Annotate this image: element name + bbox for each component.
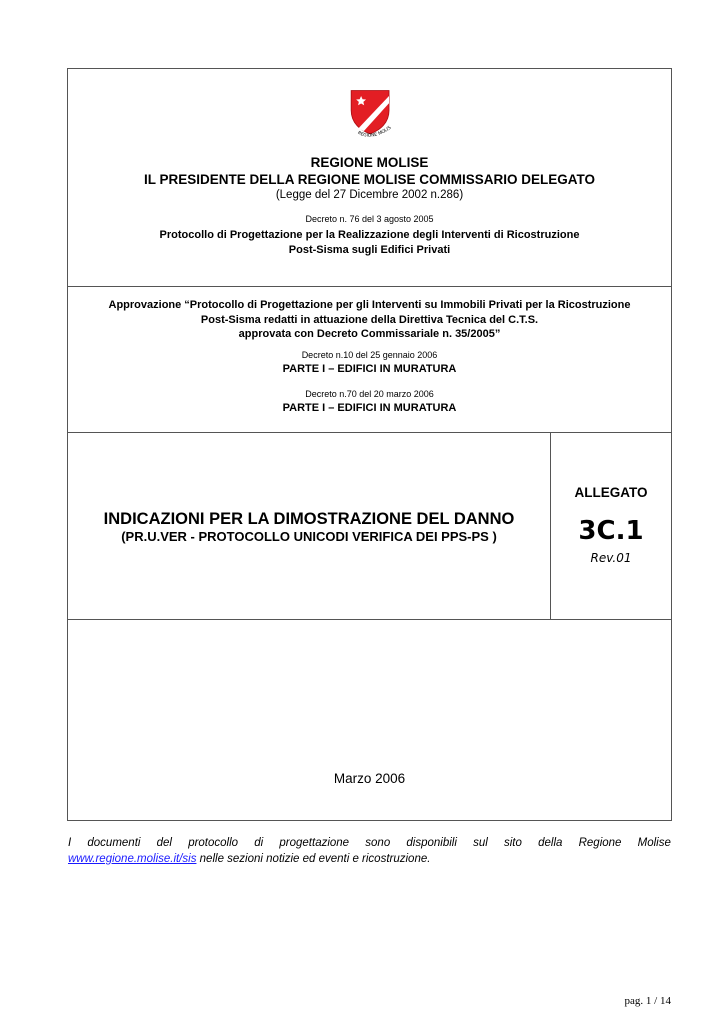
part-a: PARTE I – EDIFICI IN MURATURA: [282, 363, 457, 375]
law-reference: (Legge del 27 Dicembre 2002 n.286): [275, 189, 464, 201]
header-section: [68, 69, 671, 287]
part-b: PARTE I – EDIFICI IN MURATURA: [282, 402, 457, 414]
note-word: documenti: [87, 837, 141, 849]
decree-reference: Decreto n. 76 del 3 agosto 2005: [305, 214, 434, 224]
note-word: di: [254, 837, 264, 849]
protocol-title: [68, 228, 671, 257]
note-word: sul: [473, 837, 488, 849]
protocol-title-line2: Post-Sisma sugli Edifici Privati: [288, 243, 451, 256]
note-word: della: [538, 837, 563, 849]
note-word: I: [68, 837, 72, 849]
approval-line2: Post-Sisma redatti in attuazione della Direttiva Tecnica del C.T.S.: [200, 313, 539, 326]
allegato-label: ALLEGATO: [574, 485, 648, 500]
regione-molise-logo: [344, 87, 398, 141]
approval-line1: Approvazione “Protocollo di Progettazione per gli Interventi su Immobili Privati per la Ricostruzione: [108, 299, 631, 311]
site-link[interactable]: www.regione.molise.it/sis: [68, 853, 197, 865]
decree-b: Decreto n.70 del 20 marzo 2006: [305, 389, 434, 399]
page-number: pag. 1 / 14: [624, 995, 671, 1007]
approval-line3: approvata con Decreto Commissariale n. 35/2005”: [238, 328, 501, 340]
title-section: [68, 433, 671, 620]
note-word: sono: [365, 837, 391, 849]
note-word: Molise: [637, 837, 671, 849]
date-section: [68, 620, 671, 820]
allegato-code: 3C.1: [578, 516, 644, 546]
revision-label: Rev.01: [590, 551, 632, 565]
document-date: Marzo 2006: [333, 771, 406, 786]
cover-frame: [67, 68, 672, 821]
note-word: sito: [504, 837, 522, 849]
president-heading: IL PRESIDENTE DELLA REGIONE MOLISE COMMISSARIO DELEGATO: [143, 172, 596, 187]
document-title: INDICAZIONI PER LA DIMOSTRAZIONE DEL DANNO: [103, 510, 515, 528]
svg-text:REGIONE MOLISE: REGIONE MOLIS: [356, 125, 393, 139]
document-subtitle: (PR.U.VER - PROTOCOLLO UNICODI VERIFICA DEI PPS-PS ): [121, 529, 497, 544]
note-word: del: [156, 837, 172, 849]
approval-section: [68, 287, 671, 433]
availability-note-line1: [68, 835, 671, 851]
decree-a: Decreto n.10 del 25 gennaio 2006: [301, 350, 438, 360]
region-heading: REGIONE MOLISE: [310, 155, 429, 170]
availability-note: [68, 835, 671, 867]
availability-note-line2: [68, 851, 671, 867]
note-word: Regione: [578, 837, 622, 849]
note-word: progettazione: [279, 837, 350, 849]
approval-text: [68, 298, 671, 342]
protocol-title-line1: Protocollo di Progettazione per la Realizzazione degli Interventi di Ricostruzione: [159, 229, 580, 241]
note-word: protocollo: [188, 837, 239, 849]
note-word: disponibili: [406, 837, 457, 849]
note-tail: nelle sezioni notizie ed eventi e ricostruzione.: [196, 853, 431, 865]
